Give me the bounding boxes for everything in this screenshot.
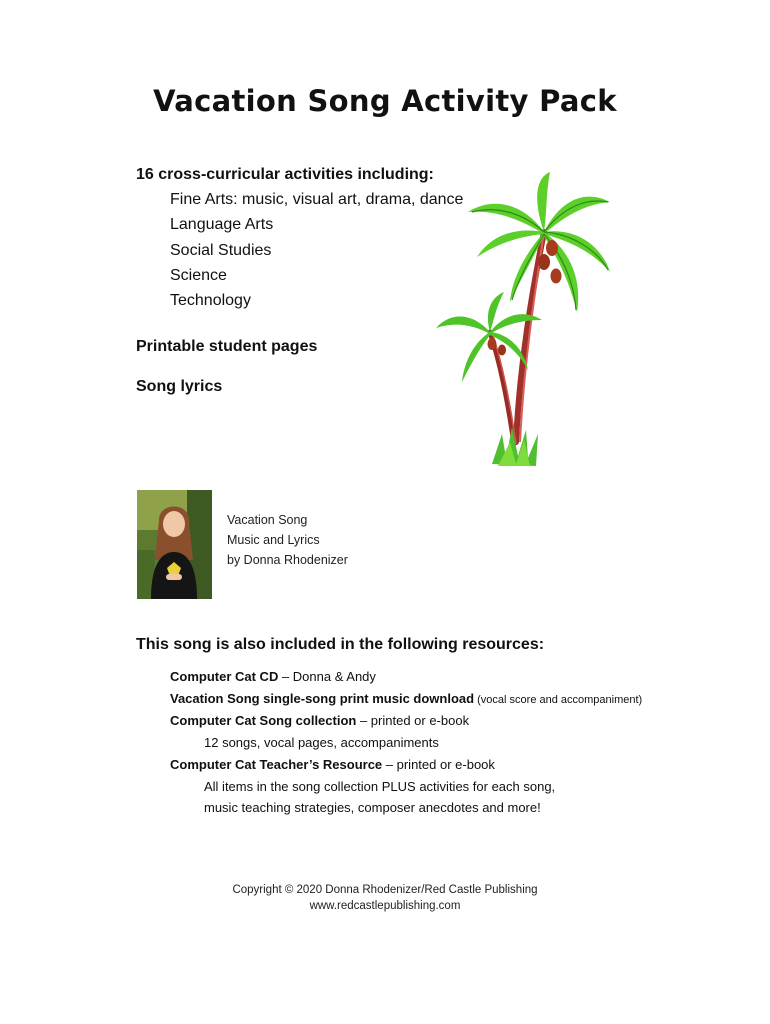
resource-detail: – Donna & Andy — [278, 669, 376, 684]
subject-item: Technology — [170, 292, 251, 309]
resource-detail: – printed or e-book — [382, 757, 495, 772]
resource-subtext: All items in the song collection PLUS activities for each song, — [204, 779, 556, 794]
author-photo — [137, 490, 212, 599]
palm-tree-icon — [432, 172, 622, 472]
subject-item: Fine Arts: music, visual art, drama, dance — [170, 191, 464, 208]
credit-role: Music and Lyrics — [227, 533, 320, 547]
printable-pages-heading: Printable student pages — [136, 338, 318, 355]
resource-detail: – printed or e-book — [356, 713, 470, 728]
resources-heading: This song is also included in the following resources: — [136, 636, 545, 653]
resource-name: Computer Cat CD — [170, 669, 279, 684]
subject-item: Language Arts — [170, 216, 274, 233]
resource-item — [170, 713, 469, 728]
copyright-notice: Copyright © 2020 Donna Rhodenizer/Red Castle Publishing — [232, 884, 538, 896]
subject-item: Social Studies — [170, 242, 272, 259]
activities-heading: 16 cross-curricular activities including: — [136, 166, 434, 183]
subject-item: Science — [170, 267, 227, 284]
resource-name: Computer Cat Song collection — [170, 713, 357, 728]
song-lyrics-heading: Song lyrics — [136, 378, 223, 395]
resource-subtext: 12 songs, vocal pages, accompaniments — [204, 735, 439, 750]
resource-detail: (vocal score and accompaniment) — [474, 694, 643, 706]
resource-item — [170, 691, 642, 706]
credit-song-title: Vacation Song — [227, 513, 308, 527]
resource-item — [170, 757, 495, 772]
resource-item — [170, 669, 376, 684]
resource-subtext: music teaching strategies, composer anecdotes and more! — [204, 800, 541, 815]
credit-author: by Donna Rhodenizer — [227, 553, 348, 567]
page-title: Vacation Song Activity Pack — [153, 84, 617, 118]
resource-name: Computer Cat Teacher’s Resource — [170, 757, 383, 772]
website-link[interactable]: www.redcastlepublishing.com — [309, 900, 461, 912]
resource-name: Vacation Song single-song print music download — [170, 691, 475, 706]
